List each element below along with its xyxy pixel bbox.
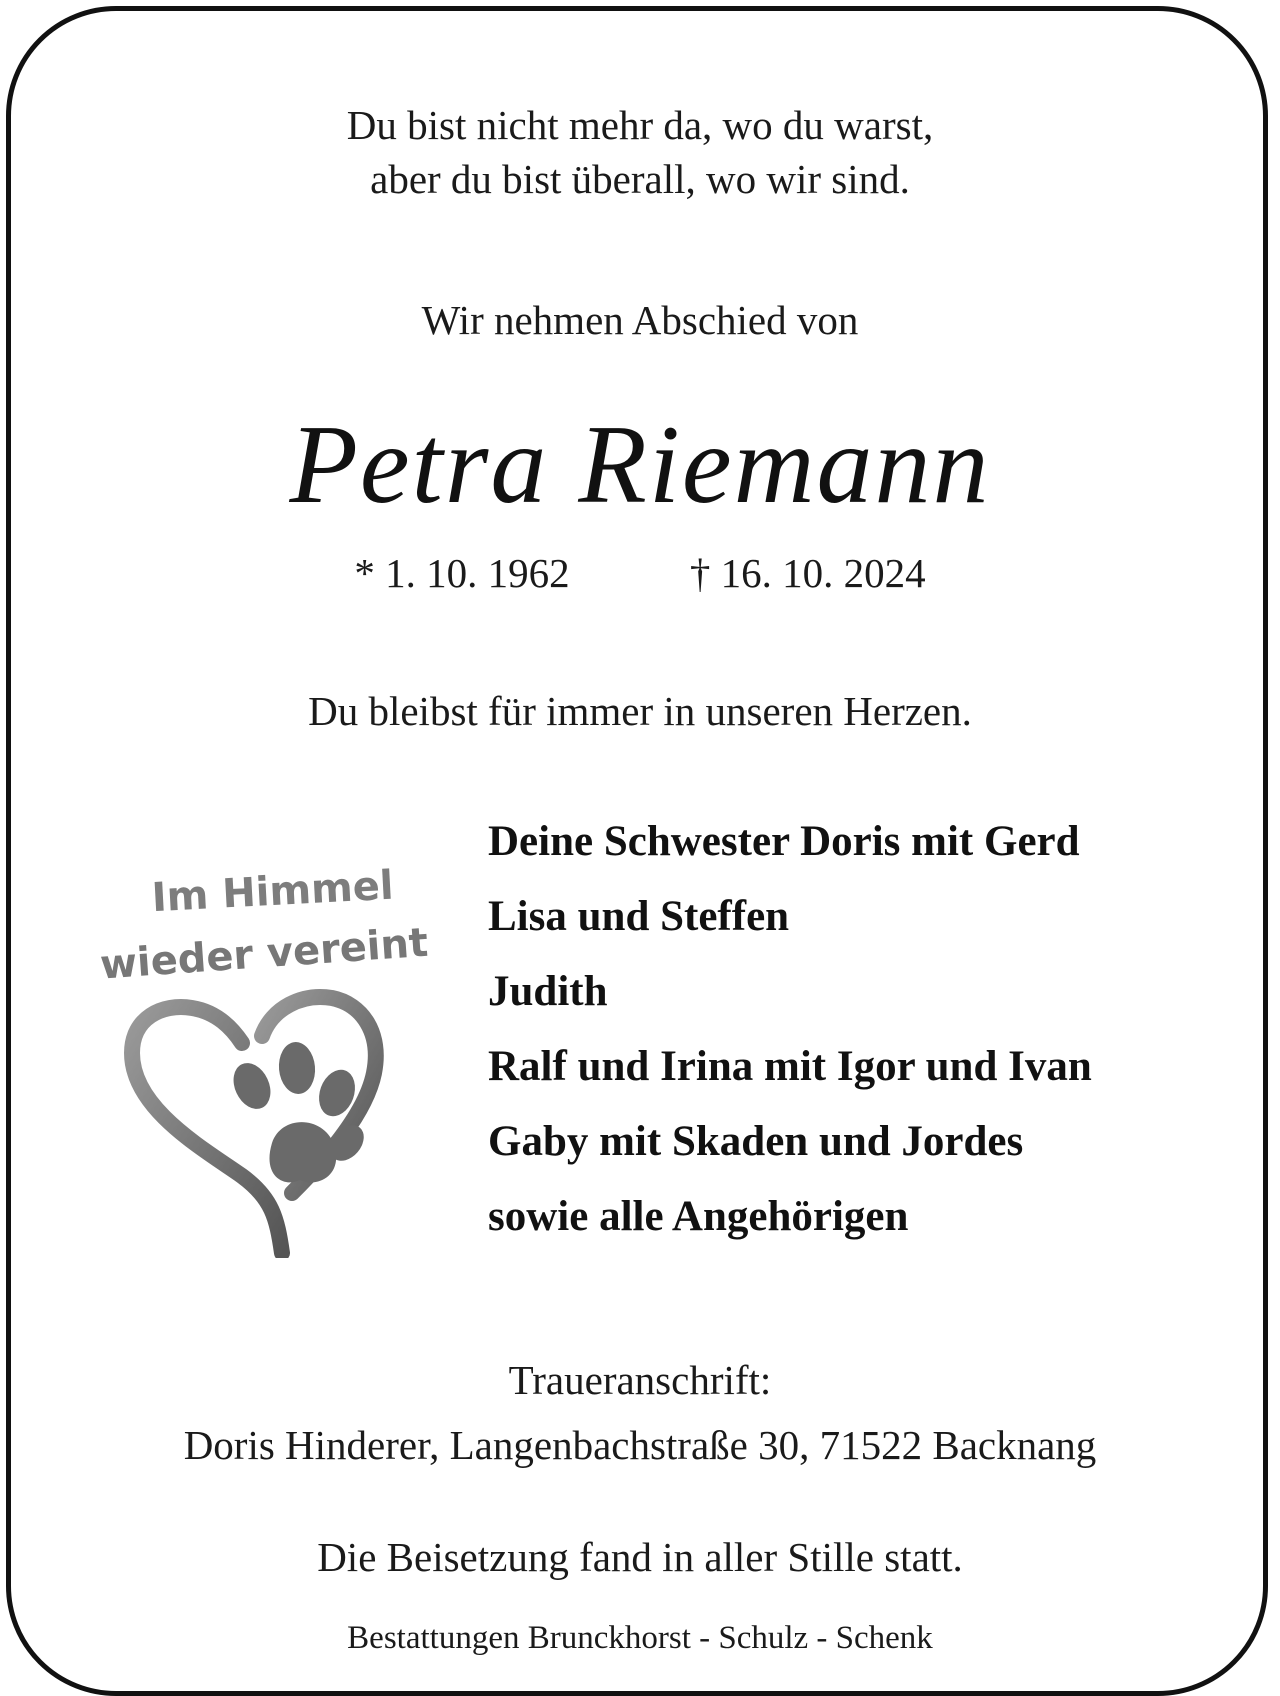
mourners-list xyxy=(488,804,1092,1254)
birth-date: * 1. 10. 1962 xyxy=(354,550,570,596)
intro-text: Wir nehmen Abschied von xyxy=(421,297,859,343)
paw-print xyxy=(226,1041,370,1183)
mourner-line: Lisa und Steffen xyxy=(488,893,790,940)
deceased-name: Petra Riemann xyxy=(289,403,991,527)
emblem-text-line-2: wieder vereint xyxy=(98,919,430,989)
mourner-line: Judith xyxy=(488,968,608,1015)
quote-line-2: aber du bist überall, wo wir sind. xyxy=(370,156,910,202)
mourner-line: Deine Schwester Doris mit Gerd xyxy=(488,818,1080,865)
quote-line-1: Du bist nicht mehr da, wo du warst, xyxy=(346,102,934,148)
motto-text: Du bleibst für immer in unseren Herzen. xyxy=(308,688,972,734)
emblem-text-line-1: Im Himmel xyxy=(150,862,395,922)
undertaker-name: Bestattungen Brunckhorst - Schulz - Schenk xyxy=(347,1620,933,1656)
burial-note: Die Beisetzung fand in aller Stille statt. xyxy=(317,1534,963,1580)
address-label: Traueranschrift: xyxy=(508,1357,772,1403)
quote xyxy=(0,98,1280,206)
death-date: † 16. 10. 2024 xyxy=(689,550,926,596)
heart-outline xyxy=(132,1007,282,1253)
mourner-line: sowie alle Angehörigen xyxy=(488,1193,909,1240)
mourner-line: Ralf und Irina mit Igor und Ivan xyxy=(488,1043,1092,1090)
mourning-address: Doris Hinderer, Langenbachstraße 30, 71522 Backnang xyxy=(183,1422,1097,1468)
life-dates xyxy=(0,548,1280,598)
mourner-line: Gaby mit Skaden und Jordes xyxy=(488,1118,1024,1165)
heart-paw-icon xyxy=(92,858,432,1258)
